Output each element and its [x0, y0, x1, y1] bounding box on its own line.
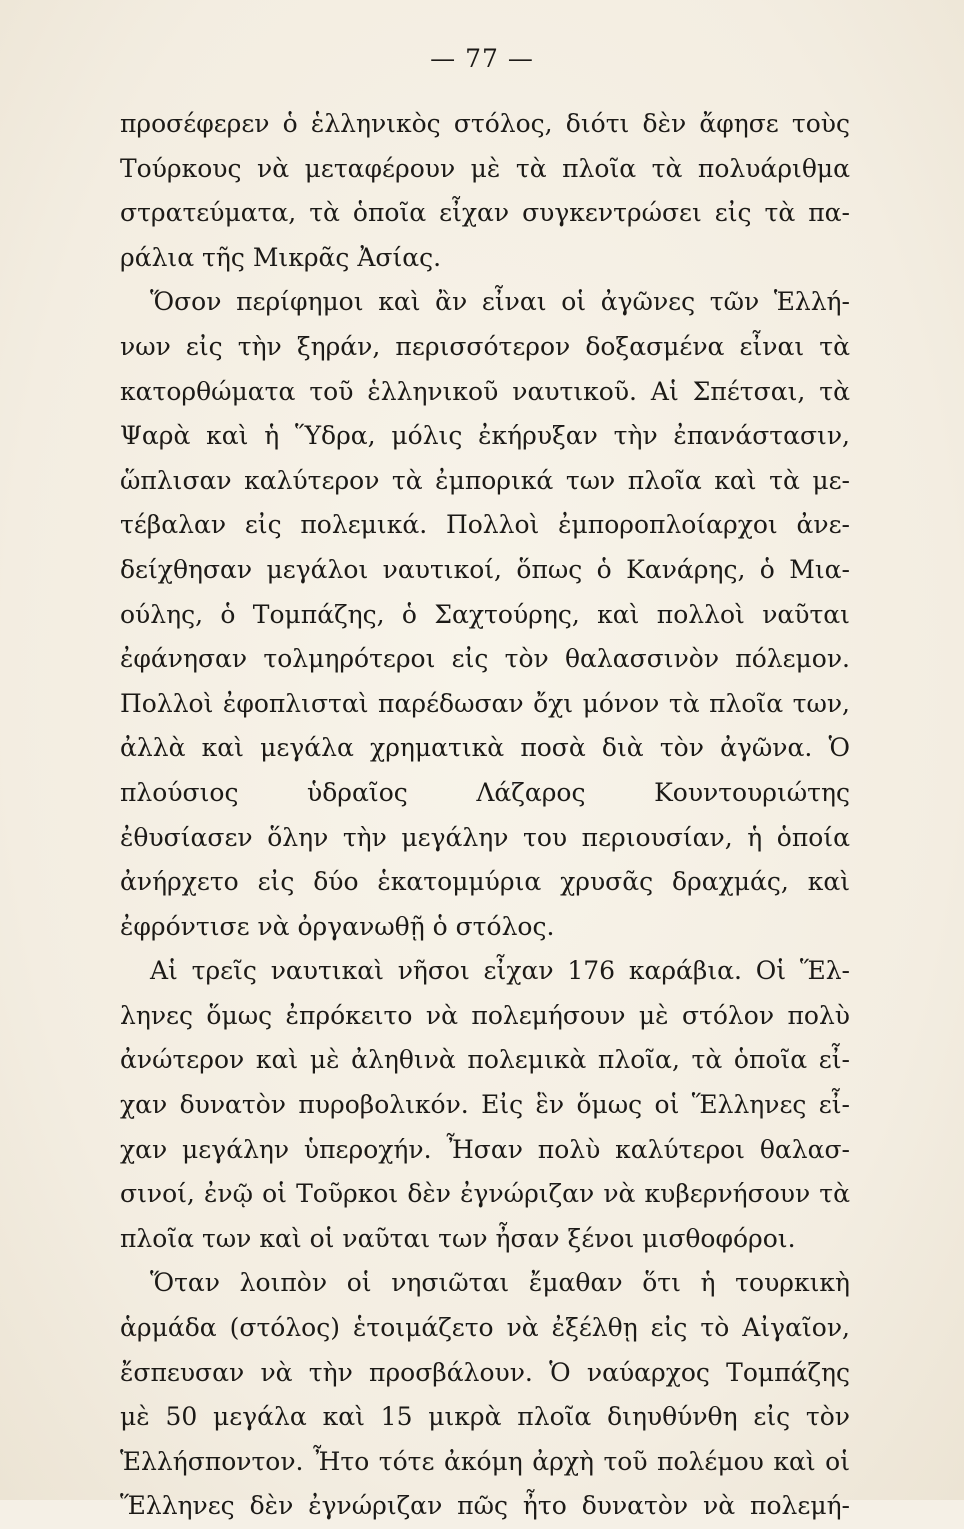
text-line: ἐφάνησαν τολμηρότεροι εἰς τὸν θαλασσινὸν πόλεμον.	[120, 644, 850, 674]
text-line: τέβαλαν εἰς πολεμικά. Πολλοὶ ἐμποροπλοίαρχοι ἀνε-	[120, 510, 850, 540]
text-line: προσέφερεν ὁ ἑλληνικὸς στόλος, διότι δὲν ἄφησε τοὺς	[120, 109, 850, 138]
text-line: σινοί, ἐνῷ οἱ Τοῦρκοι δὲν ἐγνώριζαν νὰ κυβερνήσουν τὰ	[120, 1179, 850, 1209]
text-line: ἀνώτερον καὶ μὲ ἀληθινὰ πολεμικὰ πλοῖα, τὰ ὁποῖα εἶ-	[120, 1045, 850, 1075]
text-line: ἐθυσίασεν ὅλην τὴν μεγάλην του περιουσίαν, ἡ ὁποία	[120, 822, 850, 852]
text-line: ἔσπευσαν νὰ τὴν προσβάλουν. Ὁ ναύαρχος Τομπάζης	[120, 1357, 850, 1387]
text-line: μὲ 50 μεγάλα καὶ 15 μικρὰ πλοῖα διηυθύνθη εἰς τὸν	[120, 1402, 850, 1432]
page-number: — 77 —	[430, 44, 534, 73]
text-line: νων εἰς τὴν ξηράν, περισσότερον δοξασμένα εἶναι τὰ	[120, 331, 850, 361]
text-line: Αἱ τρεῖς ναυτικαὶ νῆσοι εἶχαν 176 καράβια. Οἱ Ἕλ-	[150, 956, 850, 986]
text-line: ἀλλὰ καὶ μεγάλα χρηματικὰ ποσὰ διὰ τὸν ἀγῶνα. Ὁ	[120, 733, 850, 763]
text-line: δείχθησαν μεγάλοι ναυτικοί, ὅπως ὁ Κανάρης, ὁ Μια-	[120, 554, 850, 584]
text-line: ὥπλισαν καλύτερον τὰ ἐμπορικά των πλοῖα καὶ τὰ με-	[120, 465, 850, 495]
text-line: Τούρκους νὰ μεταφέρουν μὲ τὰ πλοῖα τὰ πολυάριθμα	[120, 153, 850, 183]
text-line: ἁρμάδα (στόλος) ἑτοιμάζετο νὰ ἐξέλθῃ εἰς τὸ Αἰγαῖον,	[120, 1313, 850, 1343]
text-line: χαν δυνατὸν πυροβολικόν. Εἰς ἓν ὅμως οἱ Ἕλληνες εἶ-	[120, 1090, 850, 1120]
text-line: ράλια τῆς Μικρᾶς Ἀσίας.	[120, 242, 442, 272]
text-line: πλοῖα των καὶ οἱ ναῦται των ἦσαν ξένοι μισθοφόροι.	[120, 1223, 796, 1253]
text-line: Ψαρὰ καὶ ἡ Ὕδρα, μόλις ἐκήρυξαν τὴν ἐπανάστασιν,	[120, 421, 850, 451]
text-line: στρατεύματα, τὰ ὁποῖα εἶχαν συγκεντρώσει εἰς τὰ πα-	[120, 198, 850, 228]
text-line: χαν μεγάλην ὑπεροχήν. Ἦσαν πολὺ καλύτεροι θαλασ-	[120, 1134, 850, 1164]
text-line: Ὅταν λοιπὸν οἱ νησιῶται ἔμαθαν ὅτι ἡ τουρκικὴ	[150, 1268, 850, 1298]
text-line: ἐφρόντισε νὰ ὀργανωθῇ ὁ στόλος.	[120, 911, 555, 941]
text-line: πλούσιος ὑδραῖος Λάζαρος Κουντουριώτης	[120, 777, 850, 807]
body-text	[120, 102, 850, 1529]
text-line: Ἕλληνες δὲν ἐγνώριζαν πῶς ἦτο δυνατὸν νὰ πολεμή-	[120, 1491, 850, 1521]
text-line: ούλης, ὁ Τομπάζης, ὁ Σαχτούρης, καὶ πολλοὶ ναῦται	[120, 599, 850, 629]
text-line: ληνες ὅμως ἐπρόκειτο νὰ πολεμήσουν μὲ στόλον πολὺ	[120, 1000, 850, 1030]
text-line: Πολλοὶ ἐφοπλισταὶ παρέδωσαν ὄχι μόνον τὰ πλοῖα των,	[120, 688, 850, 718]
text-line: ἀνήρχετο εἰς δύο ἑκατομμύρια χρυσᾶς δραχμάς, καὶ	[120, 867, 850, 897]
text-line: κατορθώματα τοῦ ἑλληνικοῦ ναυτικοῦ. Αἱ Σπέτσαι, τὰ	[120, 376, 850, 406]
text-line: Ἑλλήσποντον. Ἦτο τότε ἀκόμη ἀρχὴ τοῦ πολέμου καὶ οἱ	[120, 1446, 850, 1476]
text-line: Ὅσον περίφημοι καὶ ἂν εἶναι οἱ ἀγῶνες τῶν Ἑλλή-	[150, 287, 850, 317]
